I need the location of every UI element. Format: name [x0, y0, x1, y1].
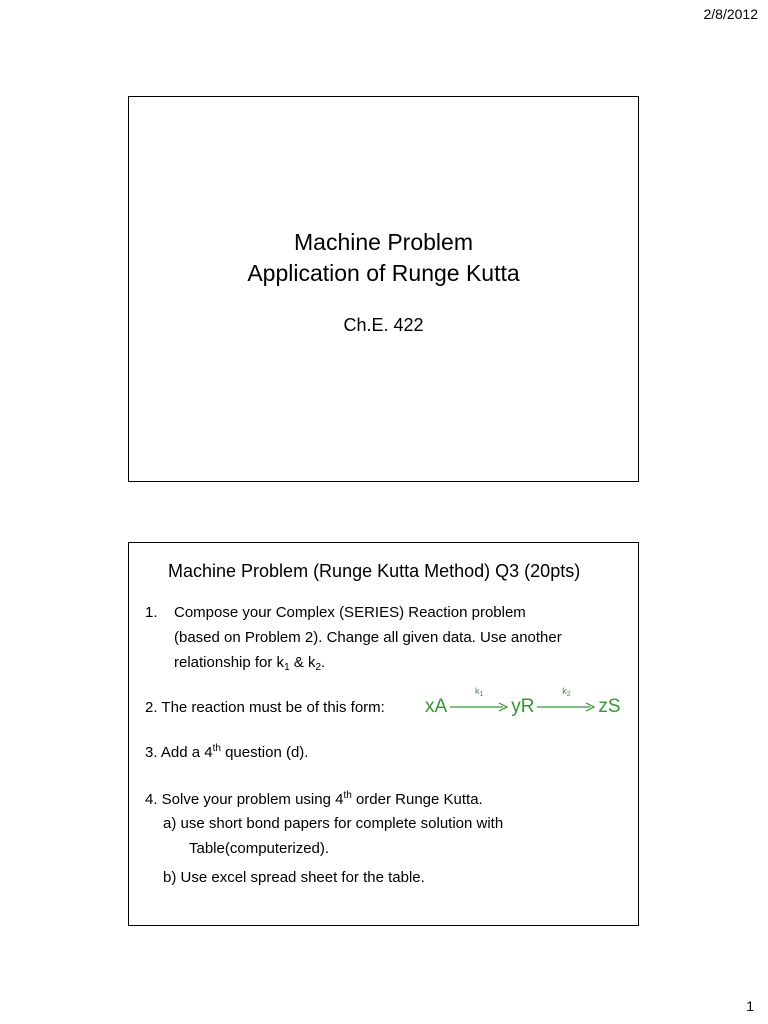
rate-k2-label: $k_2$: [562, 686, 571, 698]
arrow-k2-icon: [536, 686, 596, 715]
page-date: 2/8/2012: [703, 6, 758, 22]
rate-k1-label: $k_1$: [474, 686, 484, 698]
species-yr: yR: [511, 696, 535, 717]
list-item-3: 3. Add a 4th question (d).: [145, 743, 309, 761]
slide-title-heading: [129, 227, 638, 289]
slide2-title: Machine Problem (Runge Kutta Method) Q3 (20pts): [168, 561, 581, 581]
course-code: Ch.E. 422: [343, 315, 424, 335]
item1-line3: relationship for $k_1$ & $k_2$.: [174, 654, 326, 673]
reaction-equation: [425, 686, 621, 718]
item4a-line2: Table(computerized).: [189, 840, 330, 857]
slide-problem: [128, 542, 639, 926]
item1-number: 1.: [145, 604, 158, 621]
list-item-4b: b) Use excel spread sheet for the table.: [163, 869, 425, 886]
item4a-line1: a) use short bond papers for complete solution with: [163, 815, 504, 832]
list-item-1: [145, 600, 562, 680]
list-item-4: 4. Solve your problem using 4th order Runge Kutta.: [145, 790, 483, 808]
species-zs: zS: [598, 696, 621, 717]
list-item-4a: [163, 811, 503, 861]
arrow-k1-icon: [449, 686, 509, 715]
page-number: 1: [746, 998, 754, 1014]
item1-line1: Compose your Complex (SERIES) Reaction problem: [174, 604, 526, 621]
slide-title: [128, 96, 639, 482]
species-xa: xA: [425, 696, 448, 717]
title-line-1: Machine Problem: [294, 229, 473, 255]
title-line-2: Application of Runge Kutta: [247, 260, 520, 286]
item1-line2: (based on Problem 2). Change all given data. Use another: [174, 629, 562, 646]
list-item-2: 2. The reaction must be of this form:: [145, 699, 385, 716]
